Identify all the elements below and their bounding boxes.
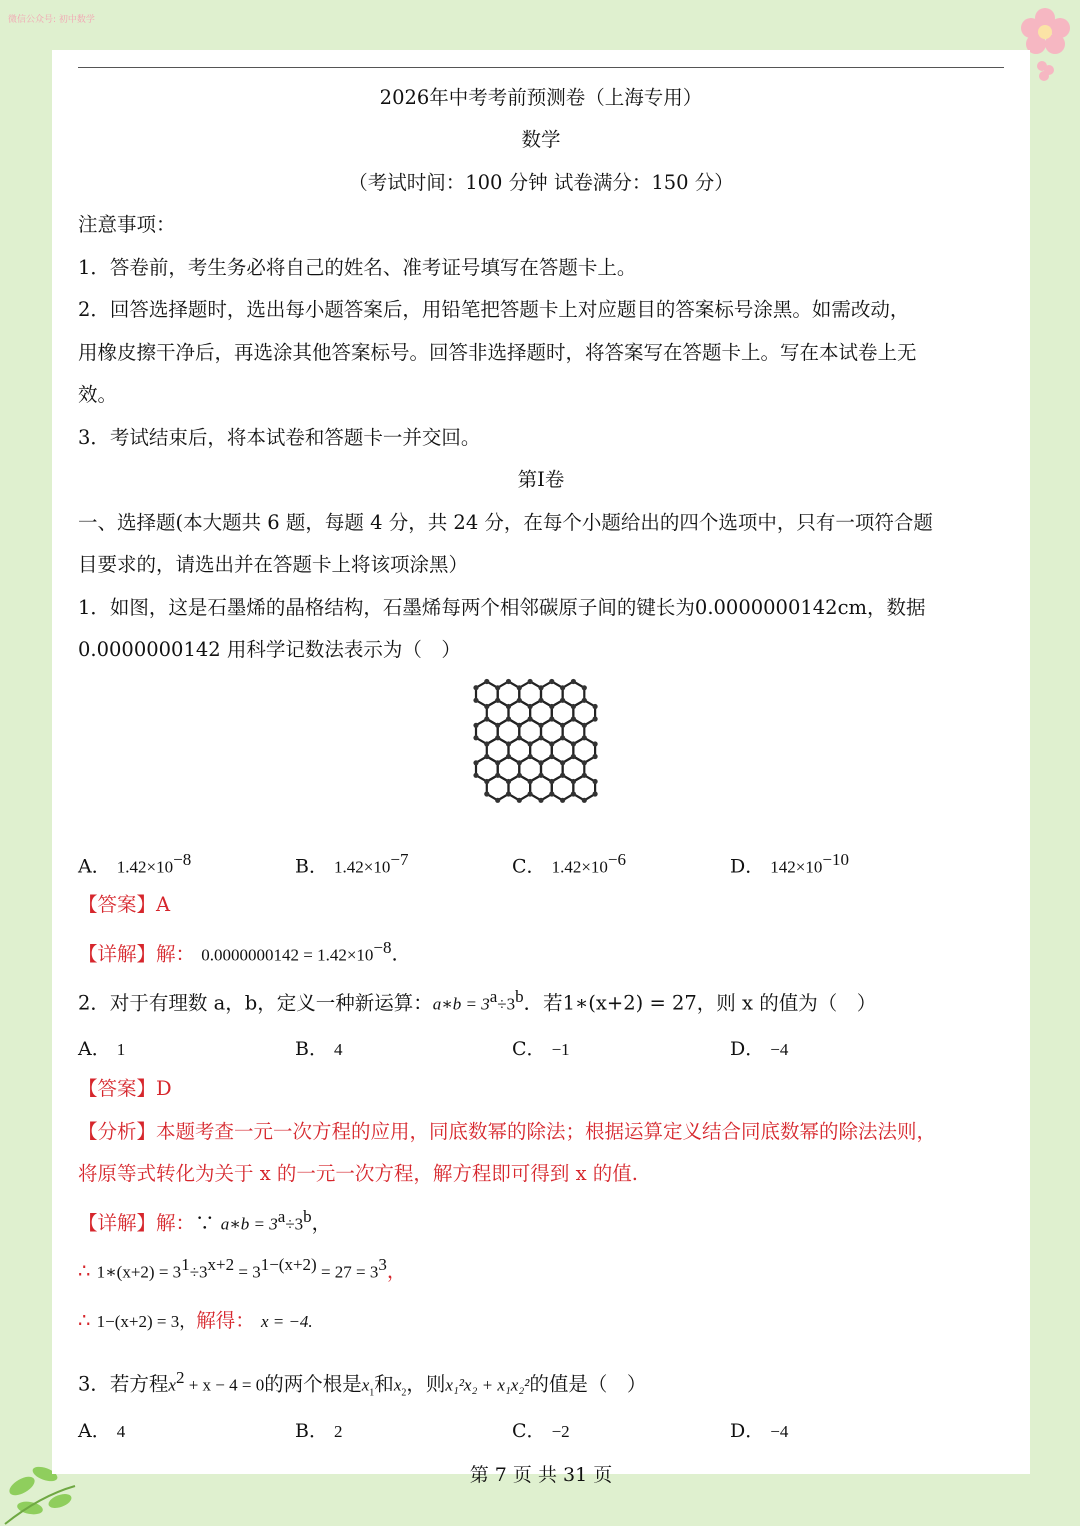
carbon-atom [473, 773, 478, 778]
option-c: C． $1.42\times 10^{-6}$ [512, 850, 627, 878]
carbon-atom [517, 685, 522, 690]
option-d: D． −4 [730, 1038, 789, 1060]
exam-page [52, 50, 1030, 1486]
page-footer: 第 7 页 共 31 页 [469, 1464, 613, 1486]
carbon-atom [528, 716, 533, 721]
exam-info: （考试时间：100 分钟 试卷满分：150 分） [348, 171, 734, 194]
watermark: 微信公众号: 初中数学 [8, 15, 95, 25]
carbon-atom [528, 679, 533, 684]
carbon-atom [495, 698, 500, 703]
carbon-atom [549, 779, 554, 784]
carbon-atom [506, 791, 511, 796]
carbon-atom [560, 723, 565, 728]
carbon-atom [571, 679, 576, 684]
carbon-atom [517, 773, 522, 778]
carbon-atom [484, 679, 489, 684]
carbon-atom [506, 754, 511, 759]
q3-stem: 3．若方程$x^2 + x - 4 = 0$的两个根是$x_1$和$x_2$，则x₁²x₂ + x₁x₂²的值是（ ） [78, 1368, 647, 1399]
option-c: C． −1 [512, 1038, 570, 1060]
notes-heading: 注意事项： [78, 213, 176, 236]
q2-analysis: 将原等式转化为关于 x 的一元一次方程，解方程即可得到 x 的值. [78, 1162, 638, 1185]
carbon-atom [560, 685, 565, 690]
q2-analysis: 【分析】本题考查一元一次方程的应用，同底数幂的除法；根据运算定义结合同底数幂的除法法则， [78, 1120, 937, 1143]
page-title: 2026年中考考前预测卷（上海专用） [379, 86, 703, 109]
q1-stem: 1．如图，这是石墨烯的晶格结构，石墨烯每两个相邻碳原子间的键长为0.0000000142cm，数据 [78, 596, 926, 619]
hexagon-cell [552, 775, 574, 800]
carbon-atom [549, 704, 554, 709]
option-b: B． 4 [295, 1038, 343, 1060]
carbon-atom [560, 773, 565, 778]
carbon-atom [528, 779, 533, 784]
carbon-atom [528, 741, 533, 746]
option-a: A． 1 [78, 1038, 126, 1060]
carbon-atom [593, 741, 598, 746]
carbon-atom [593, 754, 598, 759]
carbon-atom [538, 798, 543, 803]
carbon-atom [473, 723, 478, 728]
carbon-atom [593, 704, 598, 709]
option-b: B． 2 [295, 1420, 343, 1442]
carbon-atom [517, 723, 522, 728]
hexagon-cell [509, 775, 531, 800]
carbon-atom [517, 698, 522, 703]
carbon-atom [528, 754, 533, 759]
q1-answer [78, 892, 1004, 918]
carbon-atom [560, 735, 565, 740]
carbon-atom [473, 760, 478, 765]
carbon-atom [549, 679, 554, 684]
q2-detail-step: ∴ 1∗(x+2) = $3^1\div 3^{x+2} = 3^{1-(x+2)} = 27 = 3^3$， [78, 1255, 407, 1283]
note-item: 效。 [78, 383, 118, 406]
carbon-atom [484, 754, 489, 759]
carbon-atom [571, 704, 576, 709]
carbon-atom [495, 798, 500, 803]
carbon-atom [484, 779, 489, 784]
carbon-atom [560, 760, 565, 765]
carbon-atom [506, 741, 511, 746]
carbon-atom [538, 773, 543, 778]
carbon-atom [484, 704, 489, 709]
carbon-atom [528, 704, 533, 709]
graphene-lattice-figure [464, 680, 610, 830]
carbon-atom [484, 716, 489, 721]
carbon-atom [538, 735, 543, 740]
section-title: 第I卷 [517, 468, 565, 491]
carbon-atom [506, 679, 511, 684]
carbon-atom [538, 723, 543, 728]
carbon-atom [484, 741, 489, 746]
carbon-atom [593, 716, 598, 721]
detail-tag: 【详解】 [78, 942, 157, 966]
subject-title: 数学 [521, 128, 561, 151]
option-b: B． $1.42\times 10^{-7}$ [295, 850, 409, 878]
carbon-atom [538, 760, 543, 765]
carbon-atom [506, 704, 511, 709]
hexagon-cell [530, 775, 552, 800]
carbon-atom [473, 698, 478, 703]
carbon-atom [538, 685, 543, 690]
carbon-atom [484, 791, 489, 796]
q1-stem: 0.0000000142 用科学记数法表示为（ ） [78, 638, 461, 661]
carbon-atom [582, 723, 587, 728]
answer-tag: 【答案】 [78, 893, 157, 916]
carbon-atom [549, 716, 554, 721]
section-desc: 一、选择题(本大题共 6 题，每题 4 分，共 24 分，在每个小题给出的四个选项中，只有一项符合题 [78, 511, 933, 534]
carbon-atom [582, 798, 587, 803]
carbon-atom [582, 698, 587, 703]
option-a: A． 4 [78, 1420, 126, 1442]
carbon-atom [571, 716, 576, 721]
carbon-atom [506, 779, 511, 784]
carbon-atom [560, 698, 565, 703]
carbon-atom [571, 741, 576, 746]
carbon-atom [495, 685, 500, 690]
hexagon-cell [573, 775, 595, 800]
answer-value: A [156, 893, 171, 916]
note-item: 2．回答选择题时，选出每小题答案后，用铅笔把答题卡上对应题目的答案标号涂黑。如需改动， [78, 298, 910, 321]
carbon-atom [549, 754, 554, 759]
q2-stem: 2．对于有理数 a，b，定义一种新运算：a∗b = $3^a\div 3^b$．若1∗(x+2) = 27，则 x 的值为（ ） [78, 987, 877, 1015]
q2-detail-step: ∴ 1−(x+2) = 3，解得： x = −4. [78, 1309, 313, 1332]
option-a: A． $1.42\times 10^{-8}$ [78, 850, 192, 878]
carbon-atom [571, 754, 576, 759]
carbon-atom [528, 791, 533, 796]
carbon-atom [549, 741, 554, 746]
carbon-atom [571, 779, 576, 784]
option-d: D． −4 [730, 1420, 789, 1442]
carbon-atom [495, 760, 500, 765]
section-desc: 目要求的，请选出并在答题卡上将该项涂黑） [78, 553, 469, 576]
note-item: 1．答卷前，考生务必将自己的姓名、准考证号填写在答题卡上。 [78, 256, 637, 279]
hexagon-cell [487, 775, 509, 800]
header-rule [78, 67, 1004, 68]
carbon-atom [582, 685, 587, 690]
q2-detail-step: 【详解】解：∵ a∗b = $3^a\div 3^b$， [78, 1207, 332, 1235]
carbon-atom [593, 791, 598, 796]
carbon-atom [495, 723, 500, 728]
carbon-atom [582, 773, 587, 778]
carbon-atom [538, 698, 543, 703]
carbon-atom [495, 773, 500, 778]
carbon-atom [593, 779, 598, 784]
carbon-atom [517, 760, 522, 765]
carbon-atom [582, 735, 587, 740]
carbon-atom [473, 735, 478, 740]
q1-detail: 【详解】解： $0.0000000142 = 1.42\times 10^{-8}$. [78, 938, 398, 966]
carbon-atom [571, 791, 576, 796]
note-item: 用橡皮擦干净后，再选涂其他答案标号。回答非选择题时，将答案写在答题卡上。写在本试卷上无 [78, 341, 917, 364]
carbon-atom [473, 685, 478, 690]
carbon-atom [506, 716, 511, 721]
carbon-atom [495, 735, 500, 740]
carbon-atom [517, 735, 522, 740]
note-item: 3．考试结束后，将本试卷和答题卡一并交回。 [78, 426, 481, 449]
carbon-atom [582, 760, 587, 765]
carbon-atom [517, 798, 522, 803]
option-c: C． −2 [512, 1420, 570, 1442]
q2-answer: 【答案】D [78, 1077, 172, 1100]
option-d: D． $142\times 10^{-10}$ [730, 850, 849, 878]
carbon-atom [560, 798, 565, 803]
carbon-atom [549, 791, 554, 796]
